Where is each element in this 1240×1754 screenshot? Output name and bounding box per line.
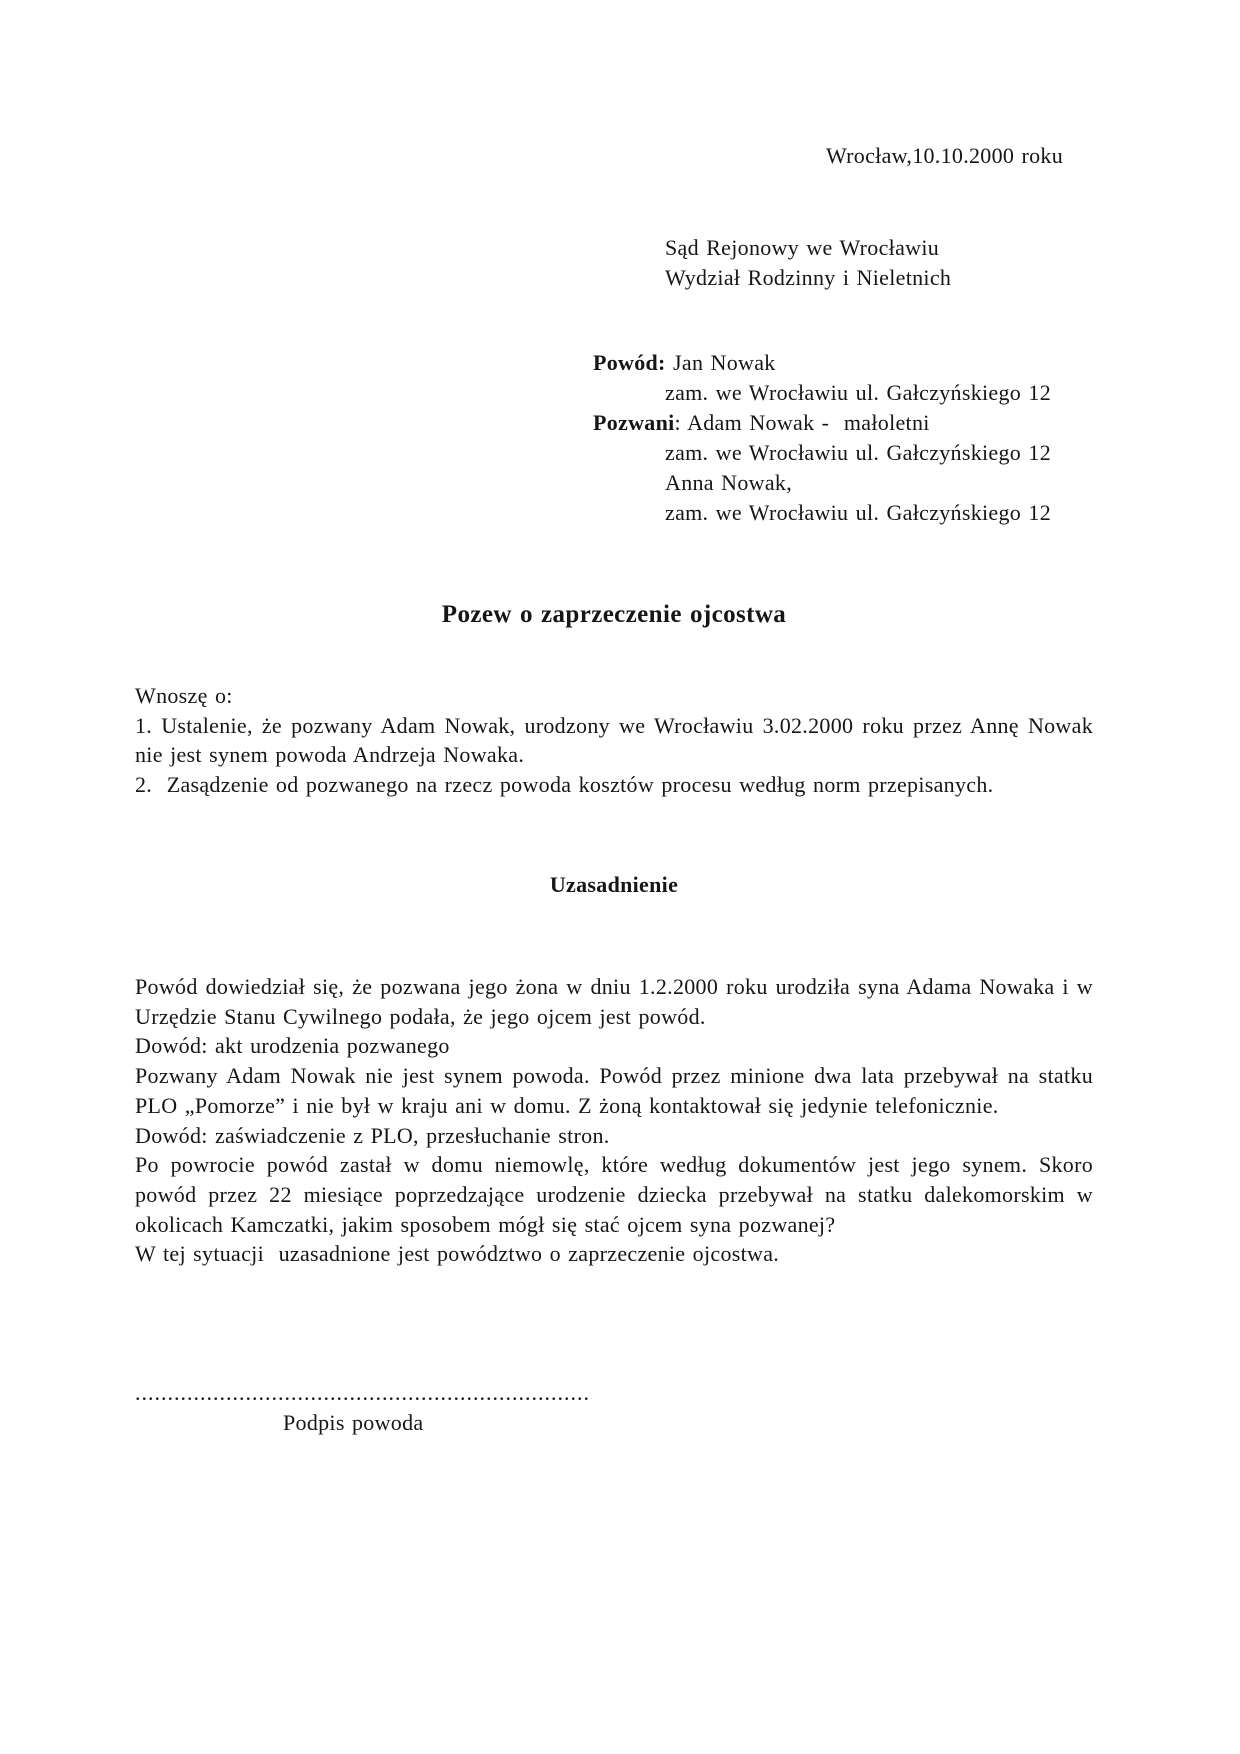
defendant2-name: Anna Nowak, (665, 470, 792, 495)
signature-line: ...................................................................... (135, 1380, 590, 1405)
justification-paragraph-2: Dowód: akt urodzenia pozwanego (135, 1033, 450, 1059)
justification-paragraph-1: Powód dowiedział się, że pozwana jego żona w dniu 1.2.2000 roku urodziła syna Adama Nowaka i w Urzędzie Stanu Cywilnego podała, że jego ojcem jest powód. (135, 974, 1093, 1029)
parties-block (593, 348, 1051, 528)
motion-item-1: 1. Ustalenie, że pozwany Adam Nowak, urodzony we Wrocławiu 3.02.2000 roku przez Annę Nowak nie jest synem powoda Andrzeja Nowaka. (135, 712, 1101, 767)
court-block (665, 233, 951, 293)
defendant2-address: zam. we Wrocławiu ul. Gałczyńskiego 12 (665, 500, 1051, 525)
justification-paragraph-6: W tej sytuacji uzasadnione jest powództwo o zaprzeczenie ojcostwa. (135, 1241, 780, 1267)
justification-heading: Uzasadnienie (549, 872, 679, 897)
document-title: Pozew o zaprzeczenie ojcostwa (441, 601, 787, 628)
justification-paragraph-3: Pozwany Adam Nowak nie jest synem powoda. Powód przez minione dwa lata przebywał na statku PLO „Pomorze” i nie był w kraju ani w domu. Z żoną kontaktował się jedynie telefonicznie. (135, 1063, 1093, 1118)
date-line: Wrocław,10.10.2000 roku (826, 143, 1064, 168)
plaintiff-address: zam. we Wrocławiu ul. Gałczyńskiego 12 (665, 380, 1051, 405)
signature-block (135, 1378, 590, 1438)
defendants-colon: : (674, 410, 681, 435)
justification-paragraph-4: Dowód: zaświadczenie z PLO, przesłuchanie stron. (135, 1122, 610, 1148)
motion-block (135, 681, 1101, 799)
justification-paragraph-5: Po powrocie powód zastał w domu niemowlę, które według dokumentów jest jego synem. Skoro powód przez 22 miesiące poprzedzające urodzenie dziecka przebywał na statku dalekomorskim w okolicach Kamczatki, jakim sposobem mógł się stać ojcem syna pozwanej? (135, 1152, 1093, 1237)
court-name: Sąd Rejonowy we Wrocławiu (665, 235, 940, 260)
plaintiff-line (593, 348, 1051, 378)
defendant1-name: Adam Nowak - małoletni (687, 410, 930, 435)
defendant1-address: zam. we Wrocławiu ul. Gałczyńskiego 12 (665, 440, 1051, 465)
justification-body (135, 972, 1093, 1269)
motion-intro: Wnoszę o: (135, 683, 233, 708)
signature-label: Podpis powoda (283, 1410, 424, 1435)
plaintiff-label: Powód: (593, 350, 666, 375)
court-division: Wydział Rodzinny i Nieletnich (665, 265, 952, 290)
defendants-label: Pozwani (593, 410, 675, 435)
motion-item-2: 2. Zasądzenie od pozwanego na rzecz powoda kosztów procesu według norm przepisanych. (135, 771, 994, 797)
plaintiff-name: Jan Nowak (673, 350, 776, 375)
defendants-line (593, 408, 1051, 438)
